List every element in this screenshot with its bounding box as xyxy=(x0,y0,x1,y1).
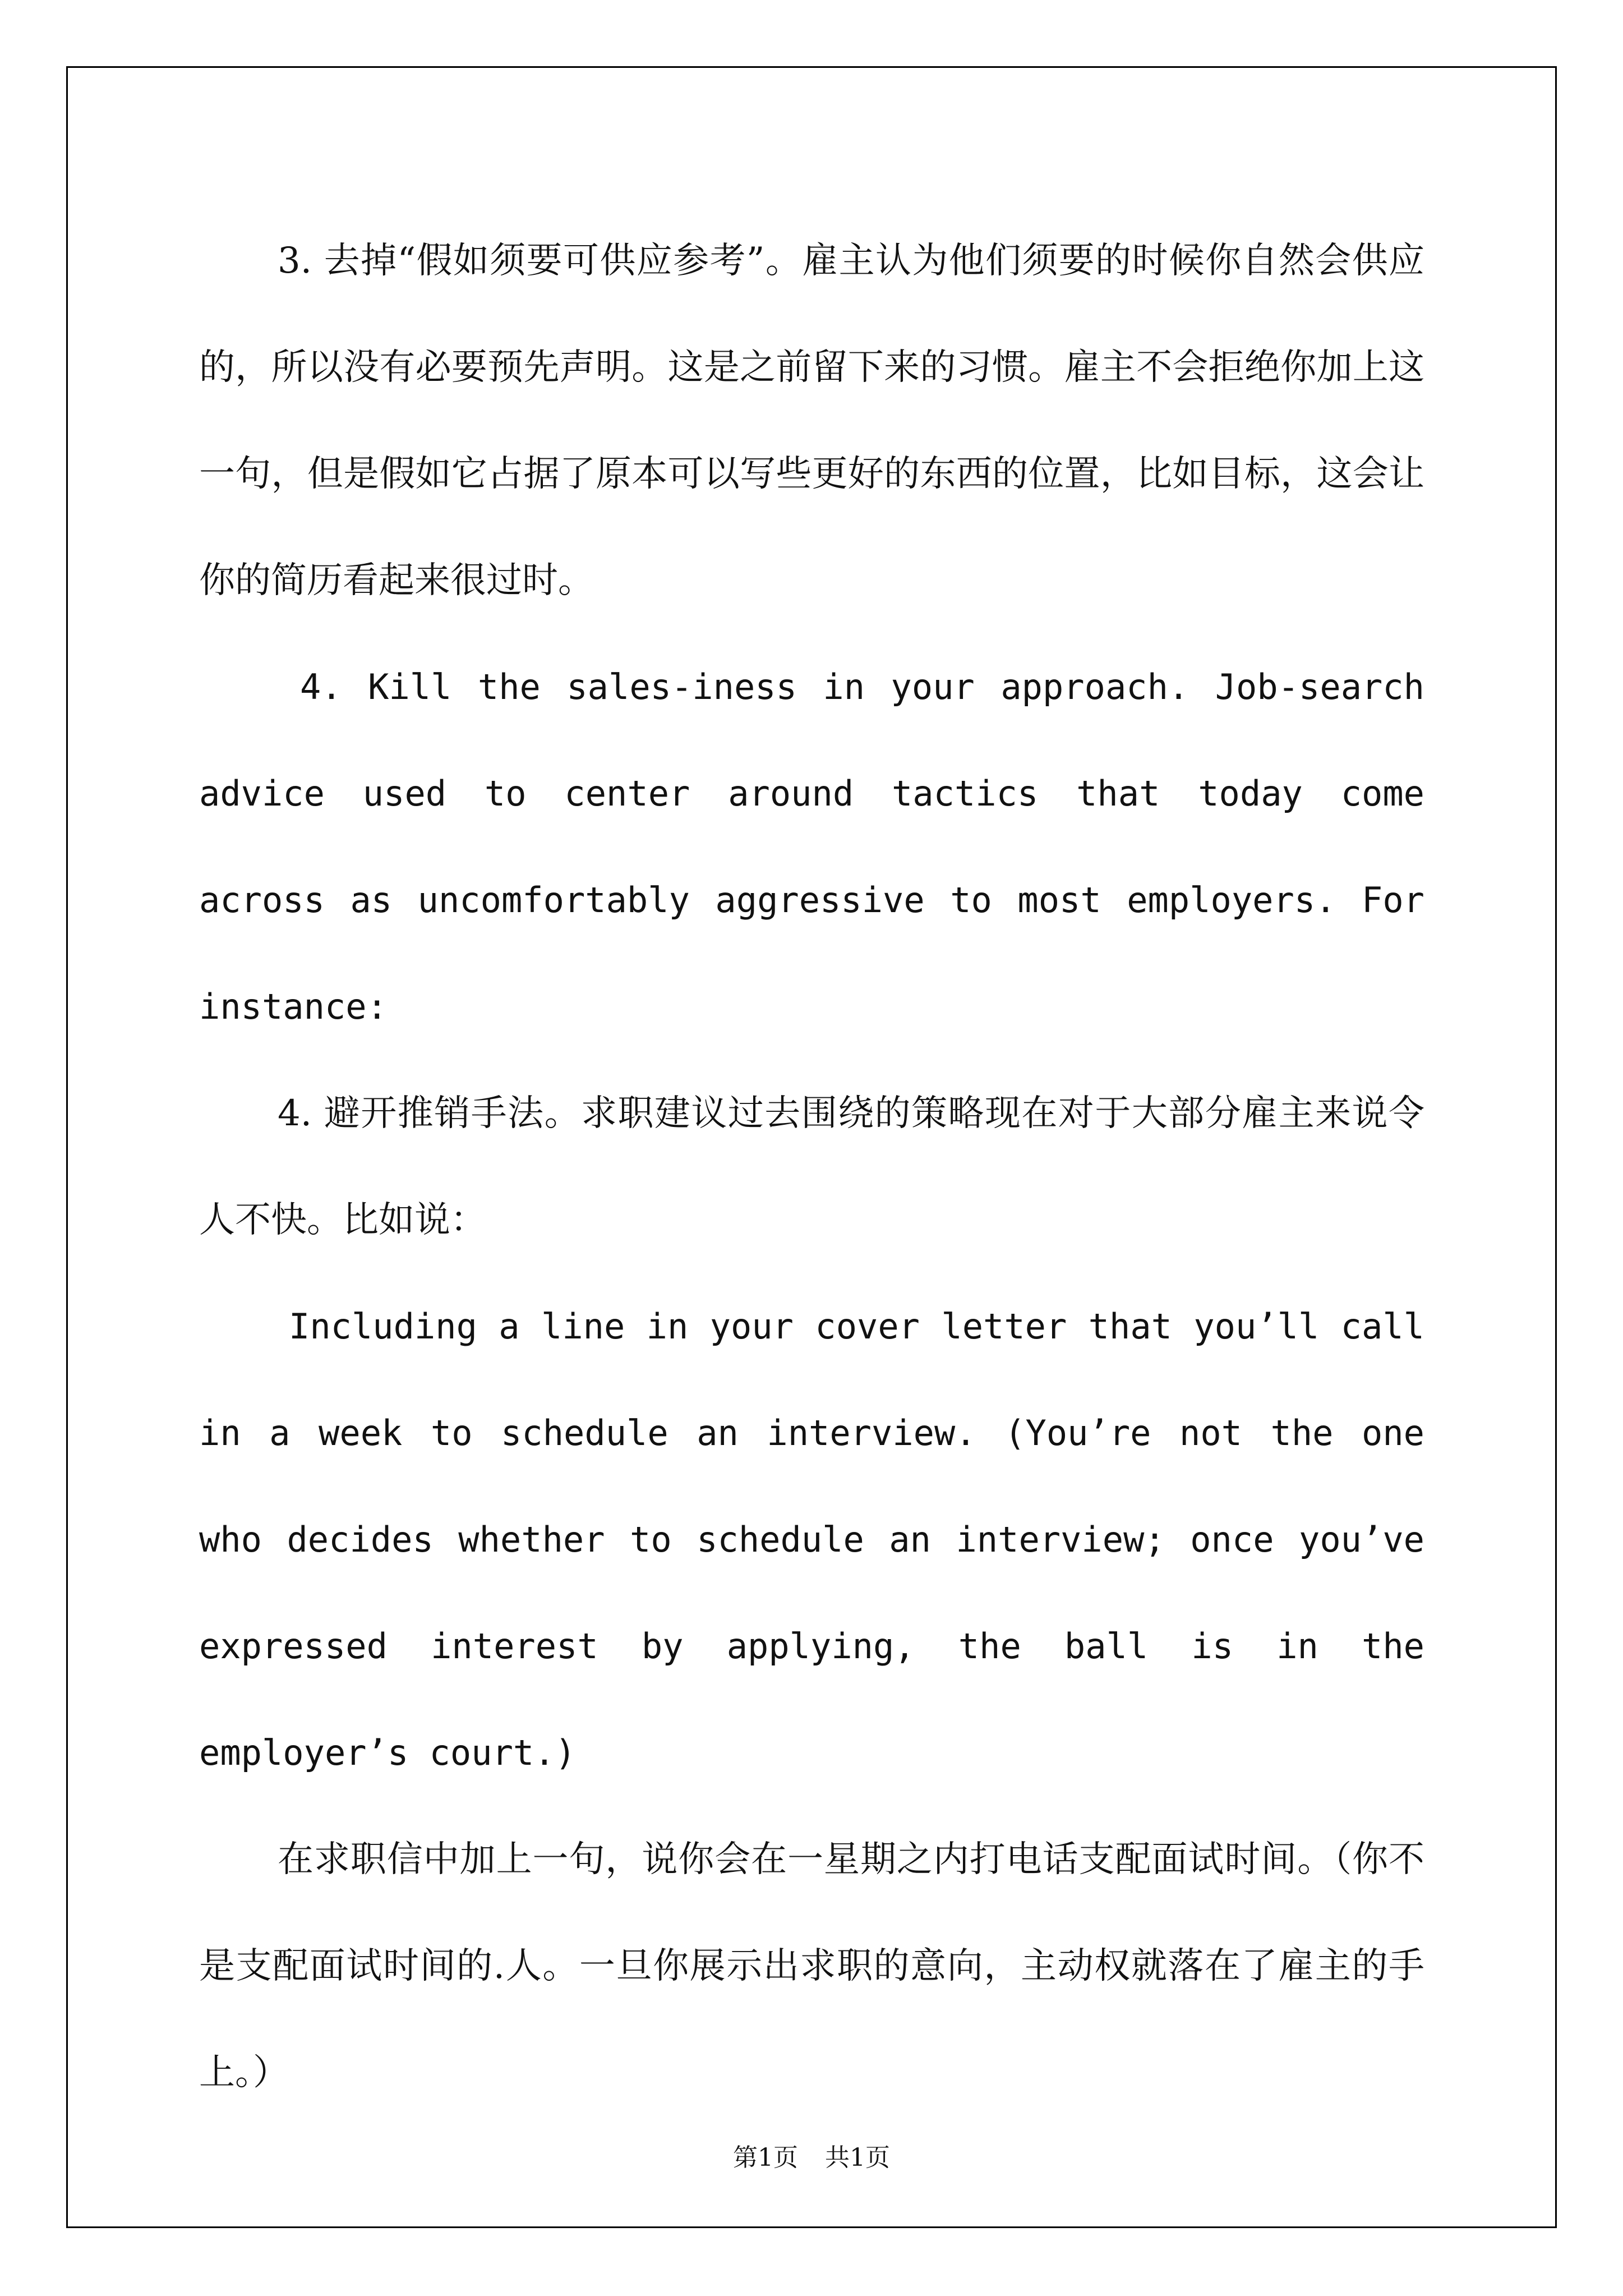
page-number: 第1页 xyxy=(733,2143,798,2172)
page-footer xyxy=(0,2137,1623,2173)
paragraph-example-english: Including a line in your cover letter that you’ll call in a week to schedule an interview. (You’re not the one who decides whether to schedule an interview; once you’ve expressed interest by applying, the ball is in the employer’s court.) xyxy=(199,1306,1424,1773)
paragraph-example-chinese: 在求职信中加上一句，说你会在一星期之内打电话支配面试时间。（你不是支配面试时间的.人。一旦你展示出求职的意向，主动权就落在了雇主的手上。） xyxy=(199,1839,1424,2093)
paragraph-4-english: 4. Kill the sales-iness in your approach. Job-search advice used to center around tactics that today come across as uncomfortably aggressive to most employers. For instance: xyxy=(199,666,1424,1027)
paragraph-4-chinese: 4. 避开推销手法。求职建议过去围绕的策略现在对于大部分雇主来说令人不快。比如说： xyxy=(199,1093,1424,1241)
page-total: 共1页 xyxy=(825,2143,890,2172)
document-body xyxy=(199,208,1424,2126)
paragraph-3-chinese: 3. 去掉“假如须要可供应参考”。雇主认为他们须要的时候你自然会供应的，所以没有必要预先声明。这是之前留下来的习惯。雇主不会拒绝你加上这一句，但是假如它占据了原本可以写些更好的东西的位置，比如目标，这会让你的简历看起来很过时。 xyxy=(199,240,1424,601)
